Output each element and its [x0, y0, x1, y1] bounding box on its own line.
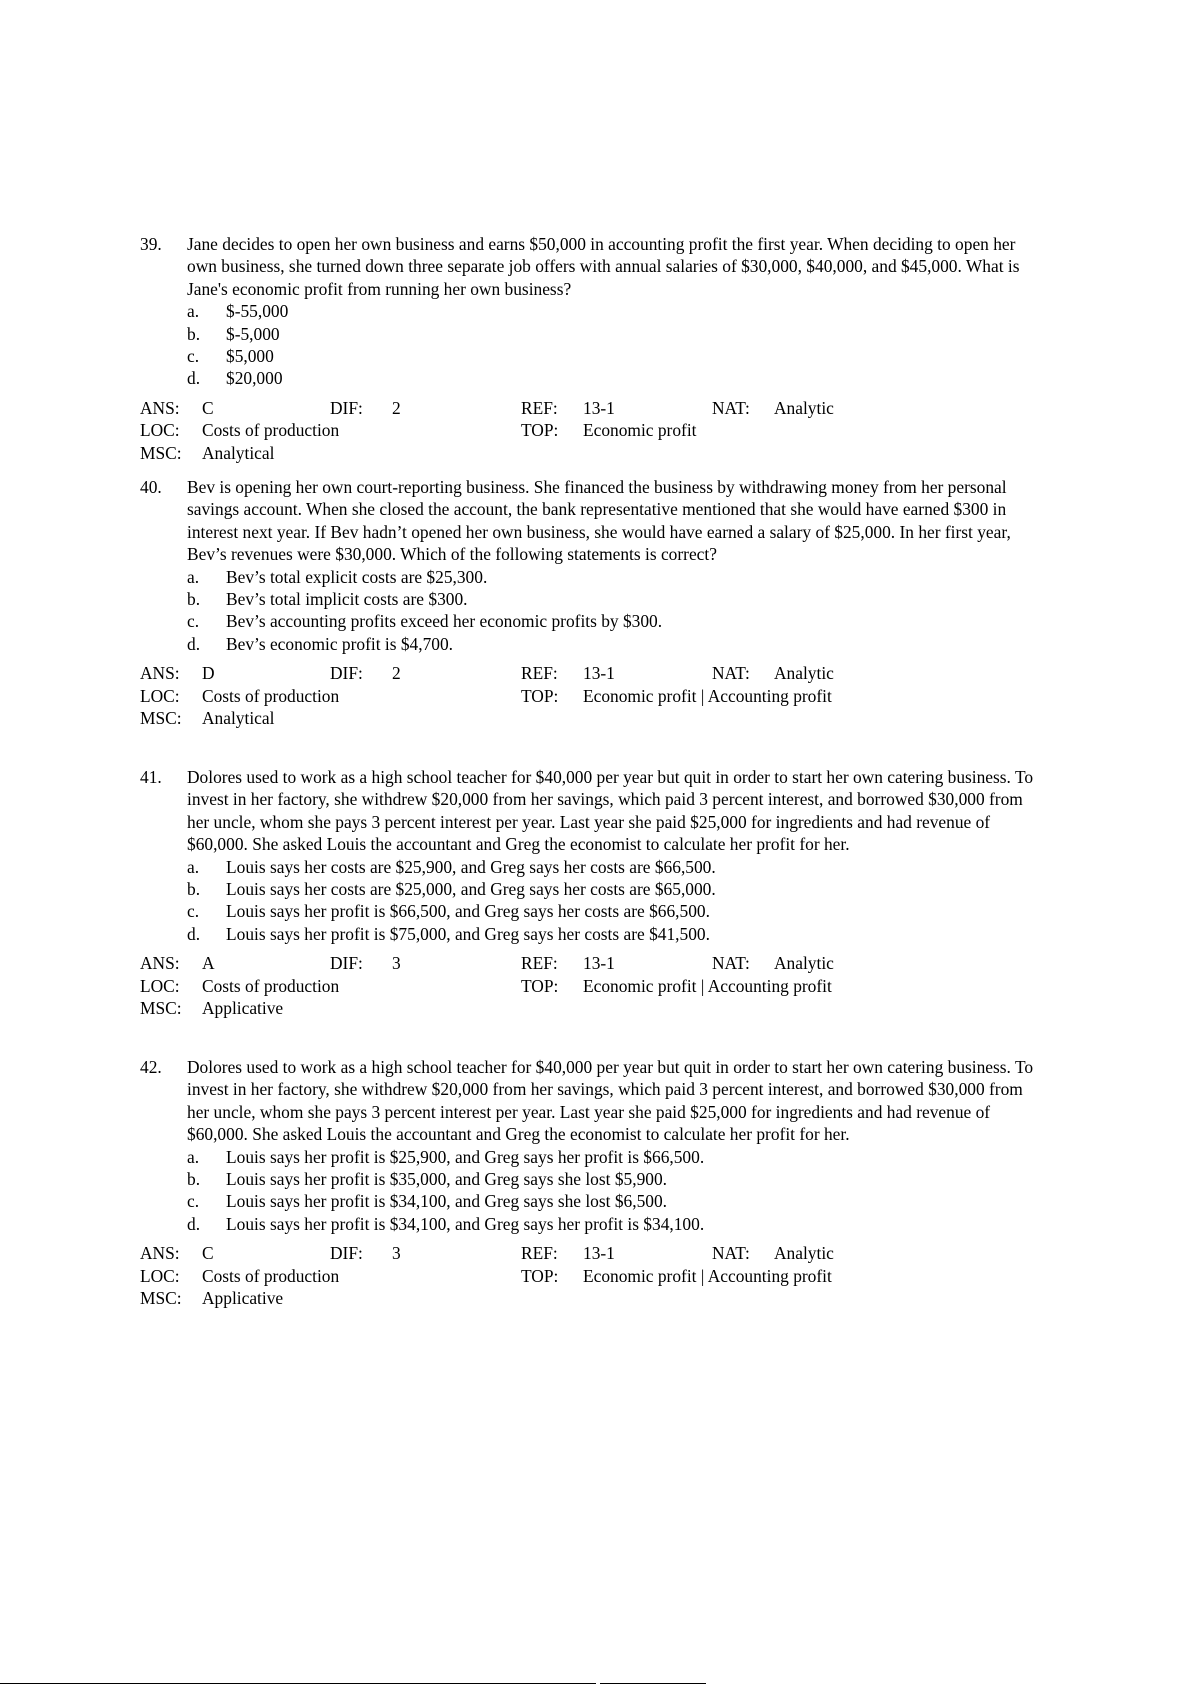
answer-choices — [140, 856, 1045, 946]
ref-value: 13-1 — [583, 663, 615, 684]
loc-value: Costs of production — [202, 975, 340, 996]
question-stem — [140, 766, 1045, 856]
choice-text: Louis says her profit is $35,000, and Greg says she lost $5,900. — [226, 1169, 667, 1190]
nat-value: Analytic — [774, 663, 834, 684]
top-value: Economic profit — [583, 420, 697, 441]
choice-text: Bev’s economic profit is $4,700. — [226, 633, 454, 654]
question-41 — [140, 766, 1045, 1019]
top-value: Economic profit | Accounting profit — [583, 685, 832, 706]
ref-label: REF: — [521, 663, 558, 684]
answer-choices — [140, 566, 1045, 656]
nat-label: NAT: — [712, 953, 750, 974]
choice-letter: d. — [187, 368, 201, 389]
ref-value: 13-1 — [583, 953, 615, 974]
loc-label: LOC: — [140, 420, 180, 441]
choice-letter: b. — [187, 323, 201, 344]
question-40 — [140, 476, 1045, 729]
dif-label: DIF: — [330, 1243, 363, 1264]
question-text: Bev is opening her own court-reporting business. She financed the business by withdrawing money from her personal savings account. When she closed the account, the bank representative mentioned that she would have earned $300 in interest next year. If Bev hadn’t opened her own business, she would have earned a salary of $25,000. In her first year, Bev’s revenues were $30,000. Which of the following statements is correct? — [187, 477, 1011, 565]
nat-label: NAT: — [712, 397, 750, 418]
ans-label: ANS: — [140, 953, 180, 974]
choice-a — [140, 566, 1045, 588]
question-stem — [140, 233, 1045, 300]
choice-c — [140, 900, 1045, 922]
choice-d — [140, 1213, 1045, 1235]
ans-value: C — [202, 1243, 214, 1264]
choice-c — [140, 1190, 1045, 1212]
choice-text: $-55,000 — [226, 301, 289, 322]
choice-d — [140, 923, 1045, 945]
choice-text: Louis says her profit is $66,500, and Greg says her costs are $66,500. — [226, 901, 710, 922]
top-label: TOP: — [521, 975, 559, 996]
choice-letter: c. — [187, 1191, 200, 1212]
footer-divider — [0, 1683, 596, 1684]
question-text: Dolores used to work as a high school teacher for $40,000 per year but quit in order to start her own catering business. To invest in her factory, she withdrew $20,000 from her savings, which paid 3 percent interest, and borrowed $30,000 from her uncle, whom she pays 3 percent interest per year. Last year she paid $25,000 for ingredients and had revenue of $60,000. She asked Louis the accountant and Greg the economist to calculate her profit for her. — [187, 1057, 1034, 1145]
choice-a — [140, 300, 1045, 322]
choice-letter: c. — [187, 901, 200, 922]
choice-d — [140, 633, 1045, 655]
ans-value: D — [202, 663, 215, 684]
answer-choices — [140, 300, 1045, 390]
ans-value: C — [202, 397, 214, 418]
choice-letter: a. — [187, 1146, 200, 1167]
metadata-row — [140, 1242, 1045, 1264]
loc-label: LOC: — [140, 685, 180, 706]
choice-text: Louis says her profit is $25,900, and Greg says her profit is $66,500. — [226, 1146, 705, 1167]
choice-letter: d. — [187, 1213, 201, 1234]
metadata-row — [140, 707, 1045, 729]
dif-label: DIF: — [330, 663, 363, 684]
question-39 — [140, 233, 1045, 464]
top-value: Economic profit | Accounting profit — [583, 975, 832, 996]
choice-b — [140, 1168, 1045, 1190]
choice-b — [140, 878, 1045, 900]
question-stem — [140, 1056, 1045, 1146]
choice-letter: a. — [187, 856, 200, 877]
choice-text: Bev’s total implicit costs are $300. — [226, 589, 468, 610]
nat-label: NAT: — [712, 1243, 750, 1264]
footer-divider-short — [600, 1683, 706, 1684]
loc-value: Costs of production — [202, 420, 340, 441]
choice-letter: a. — [187, 301, 200, 322]
metadata-row — [140, 1265, 1045, 1287]
choice-b — [140, 323, 1045, 345]
dif-value: 3 — [392, 953, 401, 974]
top-label: TOP: — [521, 685, 559, 706]
ref-label: REF: — [521, 953, 558, 974]
choice-a — [140, 856, 1045, 878]
answer-metadata — [140, 397, 1045, 464]
question-42 — [140, 1056, 1045, 1309]
msc-value: Applicative — [202, 998, 284, 1019]
metadata-row — [140, 419, 1045, 441]
top-label: TOP: — [521, 1265, 559, 1286]
top-label: TOP: — [521, 420, 559, 441]
choice-text: $-5,000 — [226, 323, 280, 344]
choice-letter: d. — [187, 633, 201, 654]
question-text: Jane decides to open her own business and earns $50,000 in accounting profit the first year. When deciding to open her own business, she turned down three separate job offers with annual salaries of $30,000, $40,000, and $45,000. What is Jane's economic profit from running her own business? — [187, 234, 1020, 299]
choice-text: $20,000 — [226, 368, 283, 389]
choice-letter: b. — [187, 589, 201, 610]
msc-label: MSC: — [140, 708, 182, 729]
question-text: Dolores used to work as a high school teacher for $40,000 per year but quit in order to start her own catering business. To invest in her factory, she withdrew $20,000 from her savings, which paid 3 percent interest, and borrowed $30,000 from her uncle, whom she pays 3 percent interest per year. Last year she paid $25,000 for ingredients and had revenue of $60,000. She asked Louis the accountant and Greg the economist to calculate her profit for her. — [187, 767, 1034, 855]
metadata-row — [140, 1287, 1045, 1309]
metadata-row — [140, 997, 1045, 1019]
nat-value: Analytic — [774, 1243, 834, 1264]
choice-text: Louis says her profit is $75,000, and Greg says her costs are $41,500. — [226, 923, 710, 944]
msc-value: Analytical — [202, 442, 275, 463]
choice-text: Bev’s accounting profits exceed her economic profits by $300. — [226, 611, 663, 632]
question-number: 42. — [140, 1057, 162, 1077]
loc-value: Costs of production — [202, 685, 340, 706]
ref-value: 13-1 — [583, 1243, 615, 1264]
dif-label: DIF: — [330, 397, 363, 418]
dif-value: 3 — [392, 1243, 401, 1264]
choice-text: Louis says her costs are $25,900, and Greg says her costs are $66,500. — [226, 856, 716, 877]
choice-letter: c. — [187, 611, 200, 632]
ref-label: REF: — [521, 1243, 558, 1264]
msc-label: MSC: — [140, 442, 182, 463]
ans-label: ANS: — [140, 663, 180, 684]
metadata-row — [140, 952, 1045, 974]
top-value: Economic profit | Accounting profit — [583, 1265, 832, 1286]
choice-text: Louis says her profit is $34,100, and Greg says her profit is $34,100. — [226, 1213, 705, 1234]
question-number: 39. — [140, 234, 162, 254]
choice-c — [140, 345, 1045, 367]
msc-value: Analytical — [202, 708, 275, 729]
ref-value: 13-1 — [583, 397, 615, 418]
question-number: 40. — [140, 477, 162, 497]
msc-label: MSC: — [140, 998, 182, 1019]
ans-label: ANS: — [140, 397, 180, 418]
choice-letter: d. — [187, 923, 201, 944]
loc-label: LOC: — [140, 1265, 180, 1286]
choice-text: Louis says her costs are $25,000, and Greg says her costs are $65,000. — [226, 879, 716, 900]
ans-value: A — [202, 953, 215, 974]
answer-metadata — [140, 1242, 1045, 1309]
msc-value: Applicative — [202, 1288, 284, 1309]
metadata-row — [140, 685, 1045, 707]
nat-value: Analytic — [774, 953, 834, 974]
choice-b — [140, 588, 1045, 610]
choice-letter: c. — [187, 346, 200, 367]
answer-metadata — [140, 662, 1045, 729]
dif-value: 2 — [392, 397, 401, 418]
choice-letter: b. — [187, 879, 201, 900]
choice-c — [140, 610, 1045, 632]
answer-metadata — [140, 952, 1045, 1019]
ref-label: REF: — [521, 397, 558, 418]
metadata-row — [140, 662, 1045, 684]
metadata-row — [140, 442, 1045, 464]
choice-letter: a. — [187, 566, 200, 587]
answer-choices — [140, 1146, 1045, 1236]
choice-text: Louis says her profit is $34,100, and Greg says she lost $6,500. — [226, 1191, 667, 1212]
choice-text: $5,000 — [226, 346, 274, 367]
metadata-row — [140, 975, 1045, 997]
choice-a — [140, 1146, 1045, 1168]
msc-label: MSC: — [140, 1288, 182, 1309]
choice-d — [140, 367, 1045, 389]
question-number: 41. — [140, 767, 162, 787]
choice-letter: b. — [187, 1169, 201, 1190]
ans-label: ANS: — [140, 1243, 180, 1264]
question-stem — [140, 476, 1045, 566]
loc-value: Costs of production — [202, 1265, 340, 1286]
nat-value: Analytic — [774, 397, 834, 418]
metadata-row — [140, 397, 1045, 419]
dif-value: 2 — [392, 663, 401, 684]
choice-text: Bev’s total explicit costs are $25,300. — [226, 566, 488, 587]
dif-label: DIF: — [330, 953, 363, 974]
nat-label: NAT: — [712, 663, 750, 684]
loc-label: LOC: — [140, 975, 180, 996]
